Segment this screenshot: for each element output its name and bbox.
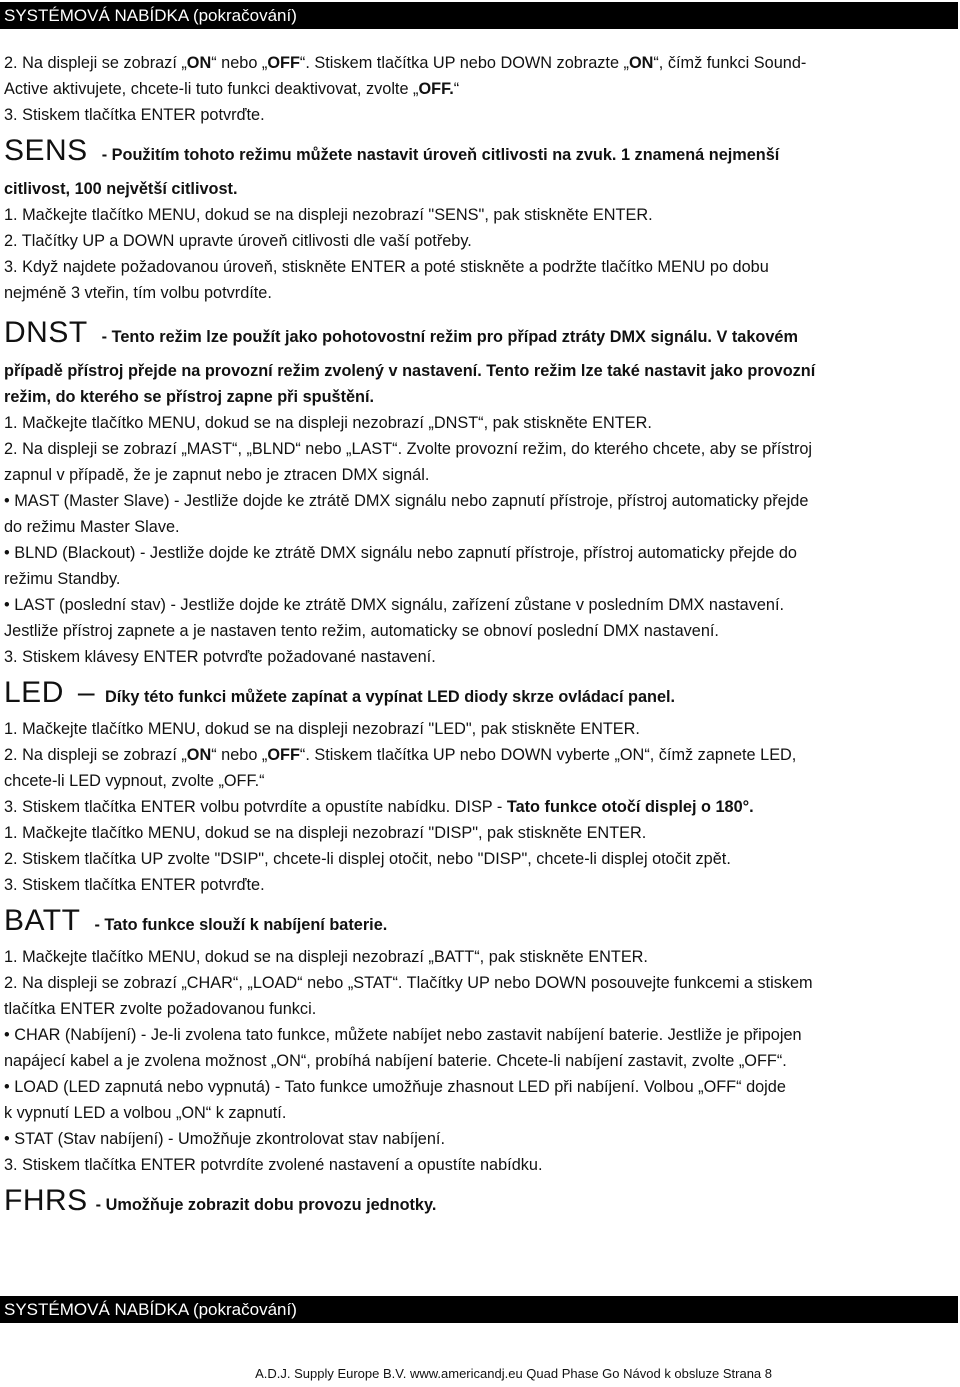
disp-step-3: 3. Stiskem tlačítka ENTER potvrďte.: [4, 876, 265, 894]
batt-stat: • STAT (Stav nabíjení) - Umožňuje zkontrolovat stav nabíjení.: [4, 1130, 445, 1148]
sens-step-3-cont: nejméně 3 vteřin, tím volbu potvrdíte.: [4, 284, 272, 302]
sens-heading: [4, 134, 954, 168]
dnst-title: DNST: [4, 316, 88, 349]
disp-step-2: 2. Stiskem tlačítka UP zvolte "DSIP", chcete-li displej otočit, nebo "DISP", chcete-li displej otočit zpět.: [4, 850, 731, 868]
batt-load: • LOAD (LED zapnutá nebo vypnutá) - Tato funkce umožňuje zhasnout LED při nabíjení. Volbou „OFF“ dojde: [4, 1078, 786, 1096]
dnst-mode-last: • LAST (poslední stav) - Jestliže dojde ke ztrátě DMX signálu, zařízení zůstane v posledním DMX nastavení.: [4, 596, 785, 614]
dnst-mode-mast-cont: do režimu Master Slave.: [4, 518, 180, 536]
sens-description-cont: citlivost, 100 největší citlivost.: [4, 180, 238, 198]
sens-description: - Použitím tohoto režimu můžete nastavit úroveň citlivosti na zvuk. 1 znamená nejmenší: [101, 146, 780, 164]
led-heading: [4, 676, 954, 710]
batt-load-cont: k vypnutí LED a volbou „ON“ k zapnutí.: [4, 1104, 287, 1122]
batt-char-cont: napájecí kabel a je zvolena možnost „ON“, probíhá nabíjení baterie. Chcete-li nabíjení zastavit, zvolte „OFF“.: [4, 1052, 787, 1070]
sens-title: SENS: [4, 134, 88, 167]
dnst-description-3: režim, do kterého se přístroj zapne při spuštění.: [4, 388, 375, 406]
dnst-mode-blnd-cont: režimu Standby.: [4, 570, 121, 588]
sens-step-2: 2. Tlačítky UP a DOWN upravte úroveň citlivosti dle vaší potřeby.: [4, 232, 472, 250]
batt-description: - Tato funkce slouží k nabíjení baterie.: [94, 916, 388, 934]
page-footer: A.D.J. Supply Europe B.V. www.americandj.eu Quad Phase Go Návod k obsluze Strana 8: [255, 1366, 772, 1381]
dnst-mode-blnd: • BLND (Blackout) - Jestliže dojde ke ztrátě DMX signálu nebo zapnutí přístroje, přístroj automaticky přejde do: [4, 544, 797, 562]
fhrs-heading: [4, 1184, 954, 1218]
dnst-step-1: 1. Mačkejte tlačítko MENU, dokud se na displeji nezobrazí „DNST“, pak stiskněte ENTER.: [4, 414, 652, 432]
batt-char: • CHAR (Nabíjení) - Je-li zvolena tato funkce, můžete nabíjet nebo zastavit nabíjení baterie. Jestliže je připojen: [4, 1026, 802, 1044]
batt-step-2: 2. Na displeji se zobrazí „CHAR“, „LOAD“ nebo „STAT“. Tlačítky UP nebo DOWN posouvejte funkcemi a stiskem: [4, 974, 813, 992]
dnst-description: - Tento režim lze použít jako pohotovostní režim pro případ ztráty DMX signálu. V takovém: [101, 328, 798, 346]
led-step-2-cont: chcete-li LED vypnout, zvolte „OFF.“: [4, 772, 265, 790]
batt-step-3: 3. Stiskem tlačítka ENTER potvrdíte zvolené nastavení a opustíte nabídku.: [4, 1156, 543, 1174]
batt-step-2-cont: tlačítka ENTER zvolte požadovanou funkci.: [4, 1000, 317, 1018]
dnst-mode-last-cont: Jestliže přístroj zapnete a je nastaven tento režim, automaticky se obnoví poslední DMX nastavení.: [4, 622, 719, 640]
dnst-step-3: 3. Stiskem klávesy ENTER potvrďte požadované nastavení.: [4, 648, 436, 666]
led-step-1: 1. Mačkejte tlačítko MENU, dokud se na displeji nezobrazí "LED", pak stiskněte ENTER.: [4, 720, 640, 738]
disp-step-1: 1. Mačkejte tlačítko MENU, dokud se na displeji nezobrazí "DISP", pak stiskněte ENTER.: [4, 824, 647, 842]
led-step-2: 2. Na displeji se zobrazí „ON“ nebo „OFF“. Stiskem tlačítka UP nebo DOWN vyberte „ON“, čímž zapnete LED,: [4, 746, 797, 764]
intro-line-3: 3. Stiskem tlačítka ENTER potvrďte.: [4, 106, 265, 124]
led-dash: –: [77, 676, 96, 709]
dnst-heading: [4, 316, 954, 350]
manual-content: [4, 50, 954, 1218]
sens-step-1: 1. Mačkejte tlačítko MENU, dokud se na displeji nezobrazí "SENS", pak stiskněte ENTER.: [4, 206, 653, 224]
section-header-bar: SYSTÉMOVÁ NABÍDKA (pokračování): [0, 2, 958, 29]
dnst-mode-mast: • MAST (Master Slave) - Jestliže dojde ke ztrátě DMX signálu nebo zapnutí přístroje, přístroj automaticky přejde: [4, 492, 809, 510]
dnst-step-2-cont: zapnul v případě, že je zapnut nebo je ztracen DMX signál.: [4, 466, 430, 484]
fhrs-description: - Umožňuje zobrazit dobu provozu jednotky.: [95, 1196, 437, 1214]
dnst-step-2: 2. Na displeji se zobrazí „MAST“, „BLND“ nebo „LAST“. Zvolte provozní režim, do kterého chcete, aby se přístroj: [4, 440, 813, 458]
intro-line-1: 2. Na displeji se zobrazí „ON“ nebo „OFF“. Stiskem tlačítka UP nebo DOWN zobrazte „ON“, čímž funkci Sound-: [4, 54, 807, 72]
batt-step-1: 1. Mačkejte tlačítko MENU, dokud se na displeji nezobrazí „BATT“, pak stiskněte ENTER.: [4, 948, 648, 966]
led-title: LED: [4, 676, 64, 709]
sens-step-3: 3. Když najdete požadovanou úroveň, stiskněte ENTER a poté stiskněte a podržte tlačítko MENU po dobu: [4, 258, 769, 276]
batt-heading: [4, 904, 954, 938]
led-step-3: 3. Stiskem tlačítka ENTER volbu potvrdíte a opustíte nabídku. DISP - Tato funkce otočí displej o 180°.: [4, 798, 754, 816]
led-description: Díky této funkci můžete zapínat a vypínat LED diody skrze ovládací panel.: [105, 688, 676, 706]
batt-title: BATT: [4, 904, 81, 937]
intro-line-2: Active aktivujete, chcete-li tuto funkci deaktivovat, zvolte „OFF.“: [4, 80, 460, 98]
fhrs-title: FHRS: [4, 1184, 88, 1217]
section-footer-bar: SYSTÉMOVÁ NABÍDKA (pokračování): [0, 1296, 958, 1323]
dnst-description-2: případě přístroj přejde na provozní režim zvolený v nastavení. Tento režim lze také nastavit jako provozní: [4, 362, 816, 380]
